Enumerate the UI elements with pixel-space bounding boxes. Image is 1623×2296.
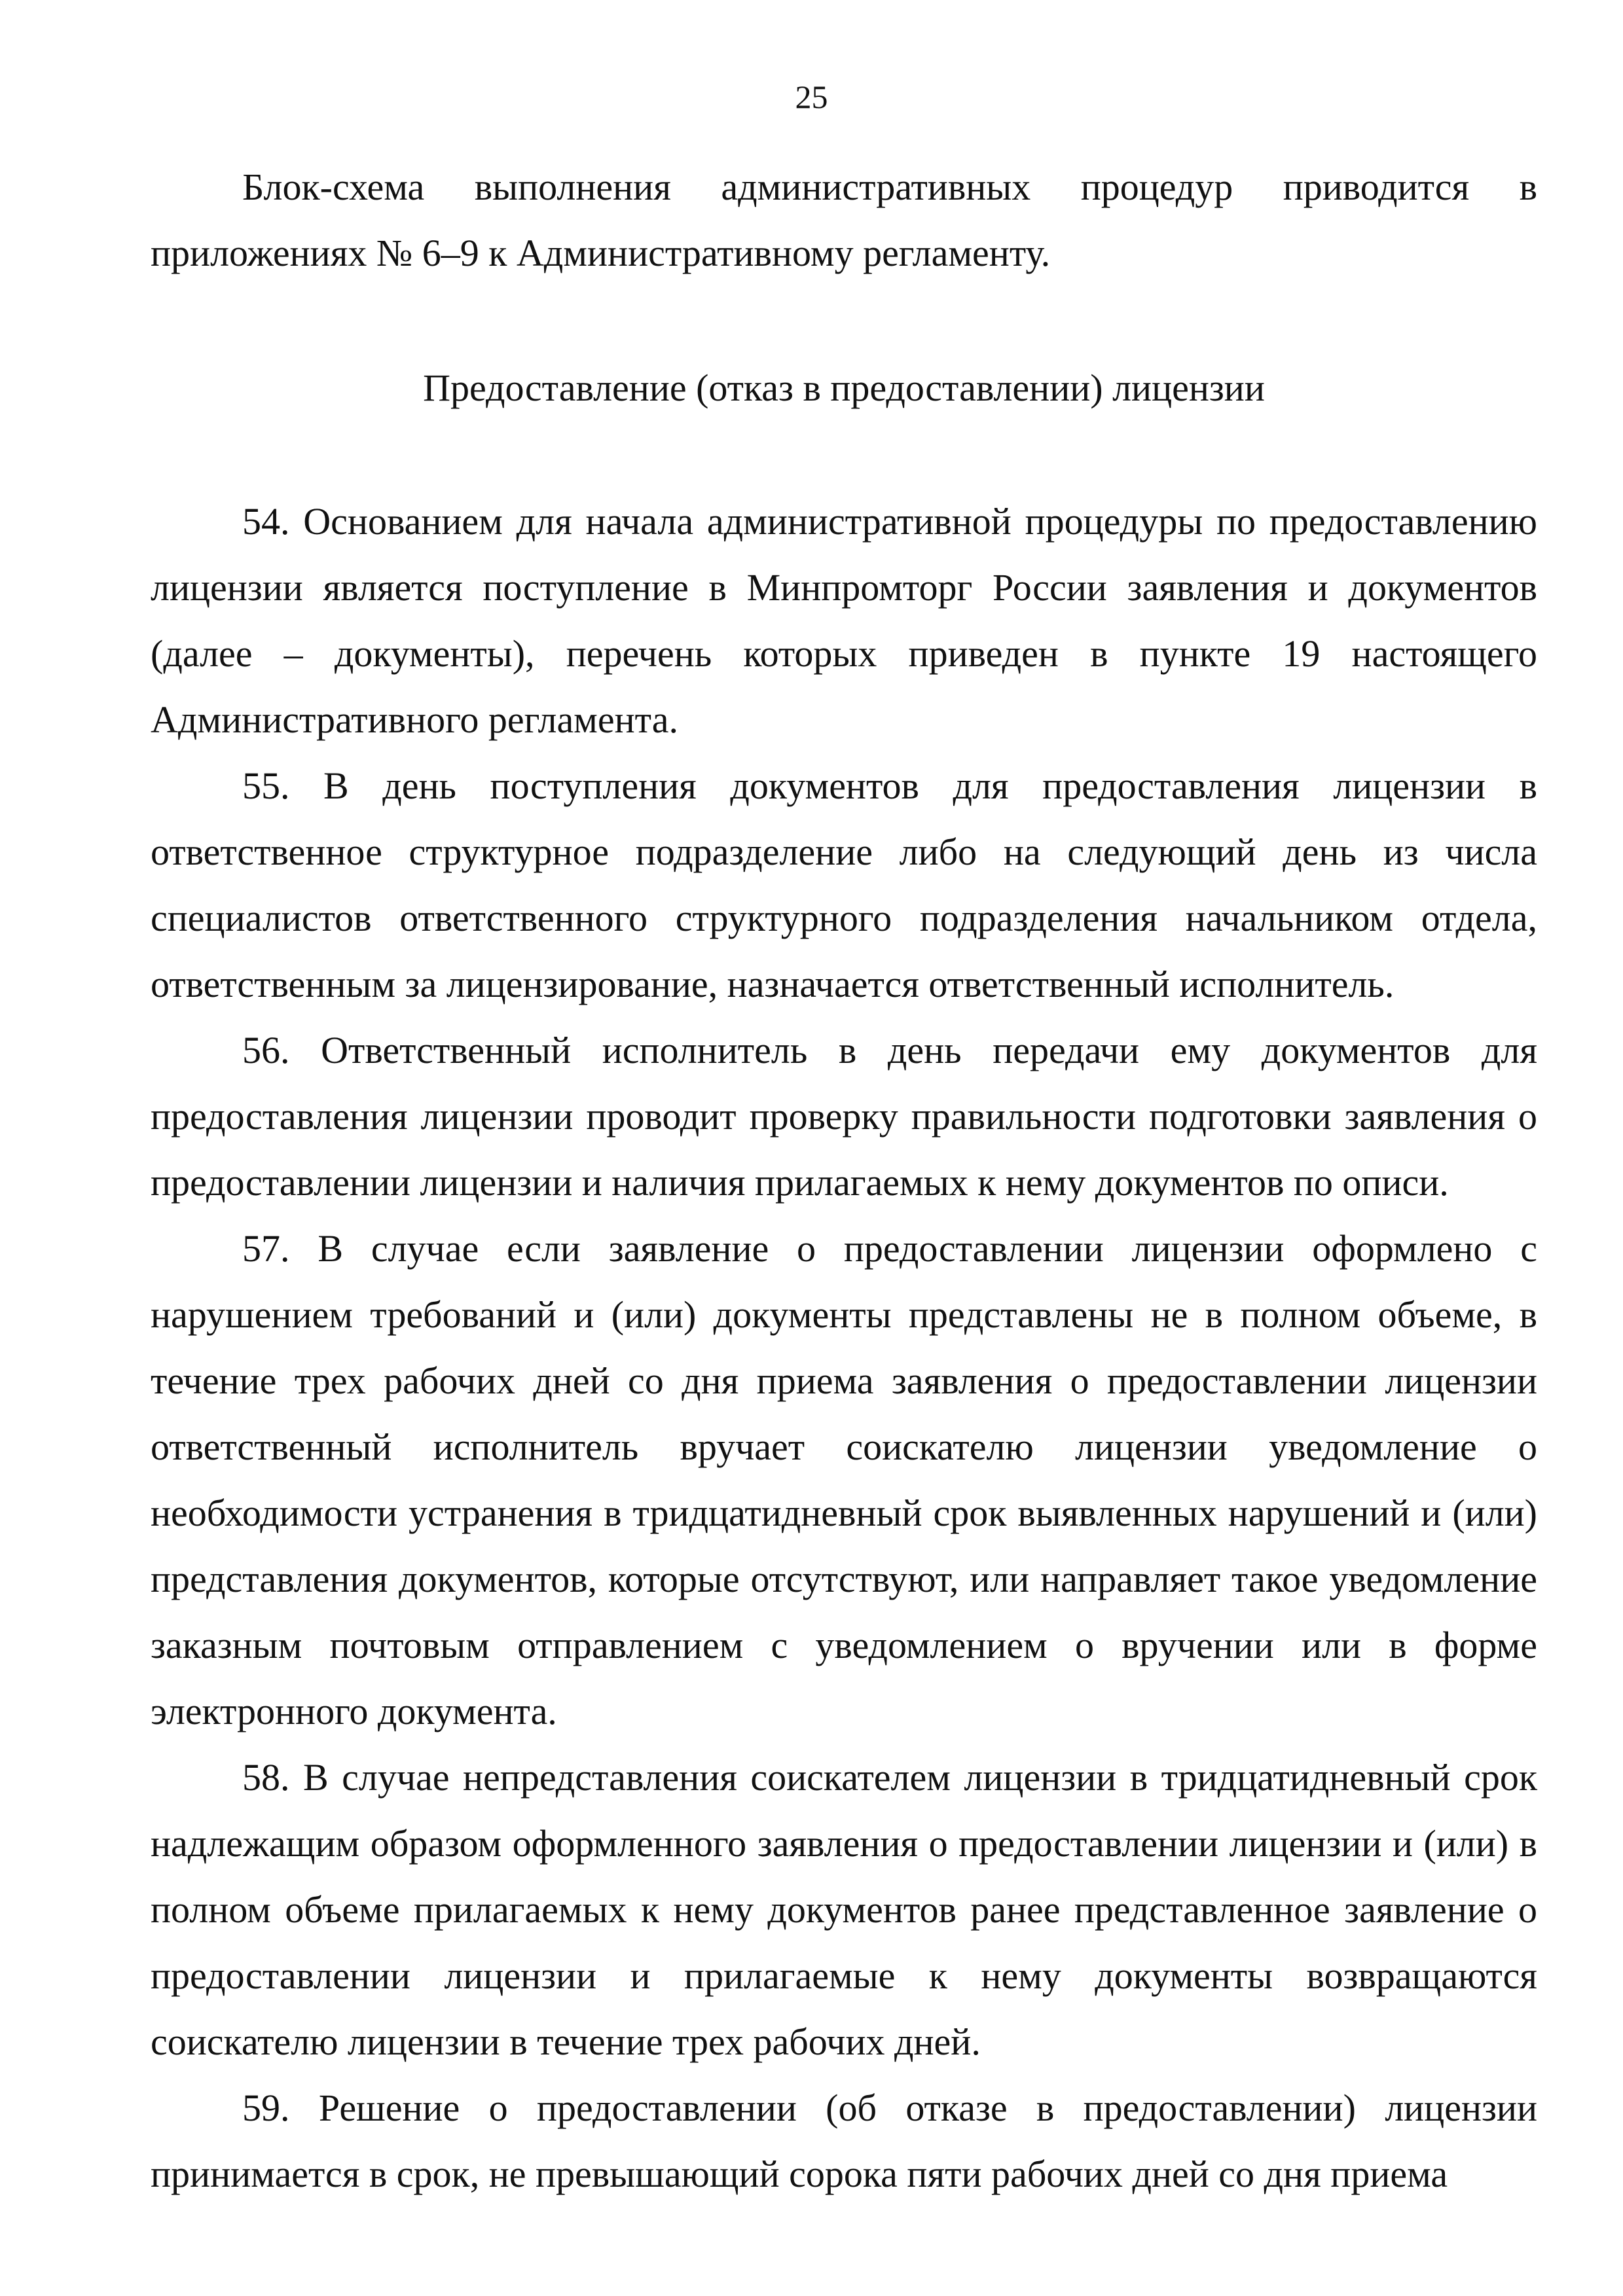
paragraph-57: 57. В случае если заявление о предоставлении лицензии оформлено с нарушением требований и (или) документы представлены не в полном объеме, в течение трех рабочих дней со дня приема заявления о предоставлении лицензии ответственный исполнитель вручает соискателю лицензии уведомление о необходимости устранения в тридцатидневный срок выявленных нарушений и (или) представления документов, которые отсутствуют, или направляет такое уведомление заказным почтовым отправлением с уведомлением о вручении или в форме электронного документа. <box>151 1227 1537 1732</box>
page-number: 25 <box>795 79 828 115</box>
document-body <box>151 154 1537 2207</box>
paragraph-55: 55. В день поступления документов для предоставления лицензии в ответственное структурное подразделение либо на следующий день из числа специалистов ответственного структурного подразделения начальником отдела, ответственным за лицензирование, назначается ответственный исполнитель. <box>151 764 1537 1005</box>
intro-paragraph: Блок-схема выполнения административных процедур приводится в приложениях № 6–9 к Административному регламенту. <box>151 166 1537 274</box>
section-heading: Предоставление (отказ в предоставлении) лицензии <box>423 367 1265 409</box>
paragraph-58: 58. В случае непредставления соискателем лицензии в тридцатидневный срок надлежащим образом оформленного заявления о предоставлении лицензии и (или) в полном объеме прилагаемых к нему документов ранее представленное заявление о предоставлении лицензии и прилагаемые к нему документы возвращаются соискателю лицензии в течение трех рабочих дней. <box>151 1756 1537 2063</box>
paragraph-54: 54. Основанием для начала административной процедуры по предоставлению лицензии является поступление в Минпромторг России заявления и документов (далее – документы), перечень которых приведен в пункте 19 настоящего Административного регламента. <box>151 500 1537 741</box>
paragraph-56: 56. Ответственный исполнитель в день передачи ему документов для предоставления лицензии проводит проверку правильности подготовки заявления о предоставлении лицензии и наличия прилагаемых к нему документов по описи. <box>151 1029 1537 1204</box>
paragraph-59: 59. Решение о предоставлении (об отказе в предоставлении) лицензии принимается в срок, не превышающий сорока пяти рабочих дней со дня приема <box>151 2087 1537 2195</box>
